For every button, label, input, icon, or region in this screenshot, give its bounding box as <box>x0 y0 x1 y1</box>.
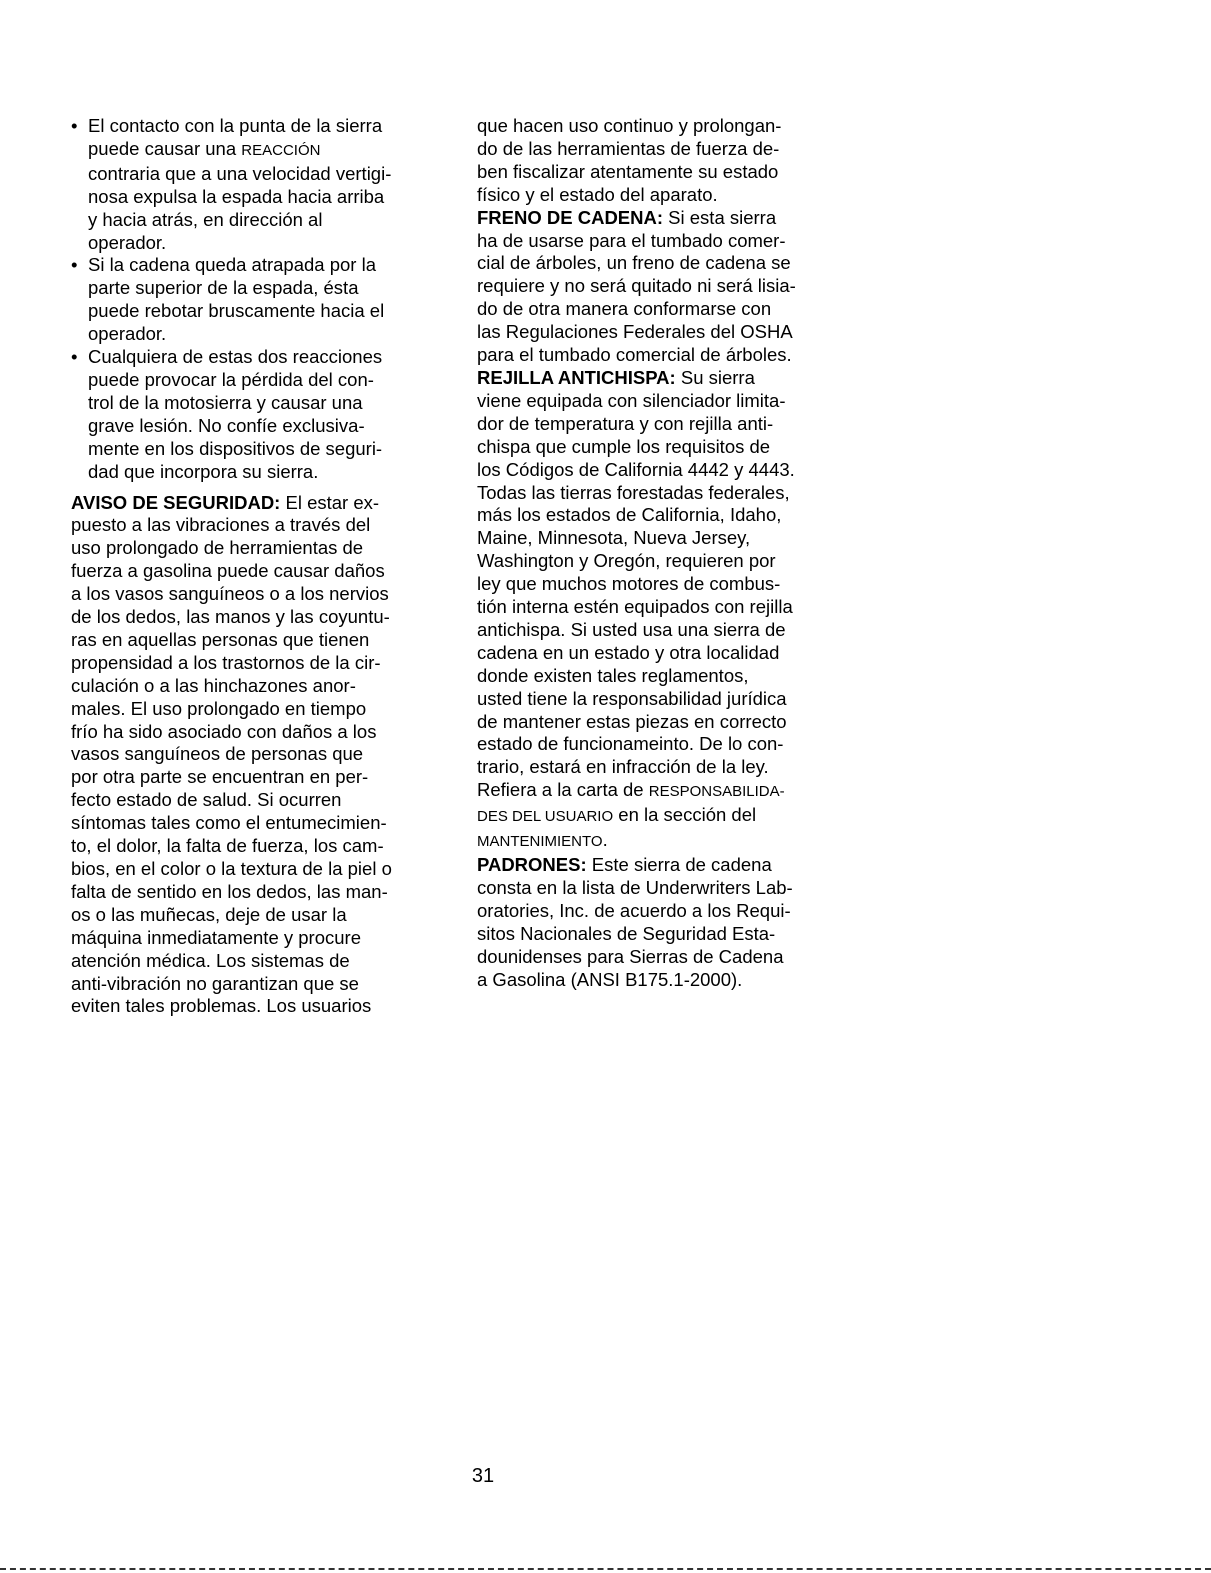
rejilla-antichispa-section: REJILLA ANTICHISPA: Su sierra viene equipada con silenciador limita- dor de temperatura y con rejilla anti- chispa que cumple los requisitos de los Códigos de California 4442 y 4443. Todas las tierras forestadas federales, más los estados de California, Idaho, Maine, Minnesota, Nueva Jersey, Washington y Oregón, requieren por ley que muchos motores de combus- tión interna estén equipados con rejilla antichispa. Si usted usa una sierra de cadena en un estado y otra localidad donde existen tales reglamentos, usted tiene la responsabilidad jurídica de mantener estas piezas en correcto estado de funcionameinto. De lo con- trario, estará en infracción de la ley. Refiera a la carta de RESPONSABILIDA- DES DEL USUARIO en la sección del MANTENIMIENTO. <box>477 366 795 851</box>
freno-heading: FRENO DE CADENA: <box>477 206 664 228</box>
aviso-de-seguridad-section: AVISO DE SEGURIDAD: El estar ex- puesto a las vibraciones a través del uso prolongado de herramientas de fuerza a gasolina puede causar daños a los vasos sanguíneos o a los nervios de los dedos, las manos y las coyuntu- ras en aquellas personas que tienen propensidad a los trastornos de la cir- culación o a las hinchazones anor- males. El uso prolongado en tiempo frío ha sido asociado con daños a los vasos sanguíneos de personas que por otra parte se encuentran en per- fecto estado de salud. Si ocurren síntomas tales como el entumecimien- to, el dolor, la falta de fuerza, los cam- bios, en el color o la textura de la piel o falta de sentido en los dedos, las man- os o las muñecas, deje de usar la máquina inmediatamente y procure atención médica. Los sistemas de anti-vibración no garantizan que se eviten tales problemas. Los usuarios <box>71 491 392 1017</box>
padrones-heading: PADRONES: <box>477 854 587 875</box>
right-column <box>477 115 867 991</box>
padrones-section: PADRONES: Este sierra de cadena consta en la lista de Underwriters Lab- oratories, Inc. de acuerdo a los Requi- sitos Nacionales de Seguridad Esta- dounidenses para Sierras de Cadena a Gasolina (ANSI B175.1-2000). <box>477 854 793 990</box>
rejilla-heading: REJILLA ANTICHISPA: <box>477 366 676 388</box>
bullet-item-reacciones: • Cualquiera de estas dos reacciones puede provocar la pérdida del con- trol de la motosierra y causar una grave lesión. No confíe exclusiva- mente en los dispositivos de seguri- dad que incorpora su sierra. <box>71 346 383 482</box>
bullet-icon: • <box>71 254 78 276</box>
bullet-item-contacto: • El contacto con la punta de la sierra puede causar una REACCIÓN contraria que a una velocidad vertigi- nosa expulsa la espada hacia arriba y hacia atrás, en dirección al operador. <box>71 115 392 253</box>
bullet-item-cadena-atrapada: • Si la cadena queda atrapada por la parte superior de la espada, ésta puede rebotar bruscamente hacia el operador. <box>71 254 385 345</box>
bullet-icon: • <box>71 115 78 136</box>
intro-paragraph: que hacen uso continuo y prolongan- do de las herramientas de fuerza de- ben fiscalizar atentamente su estado físico y el estado del aparato. <box>477 115 782 205</box>
left-column <box>71 115 467 1018</box>
aviso-heading: AVISO DE SEGURIDAD: <box>71 491 281 513</box>
page-bottom-edge <box>0 1568 1211 1572</box>
page-number: 31 <box>471 1465 495 1487</box>
freno-de-cadena-section: FRENO DE CADENA: Si esta sierra ha de usarse para el tumbado comer- cial de árboles, un freno de cadena se requiere y no será quitado ni será lisia- do de otra manera conformarse con las Regulaciones Federales del OSHA para el tumbado comercial de árboles. <box>477 206 796 366</box>
bullet-icon: • <box>71 346 78 368</box>
